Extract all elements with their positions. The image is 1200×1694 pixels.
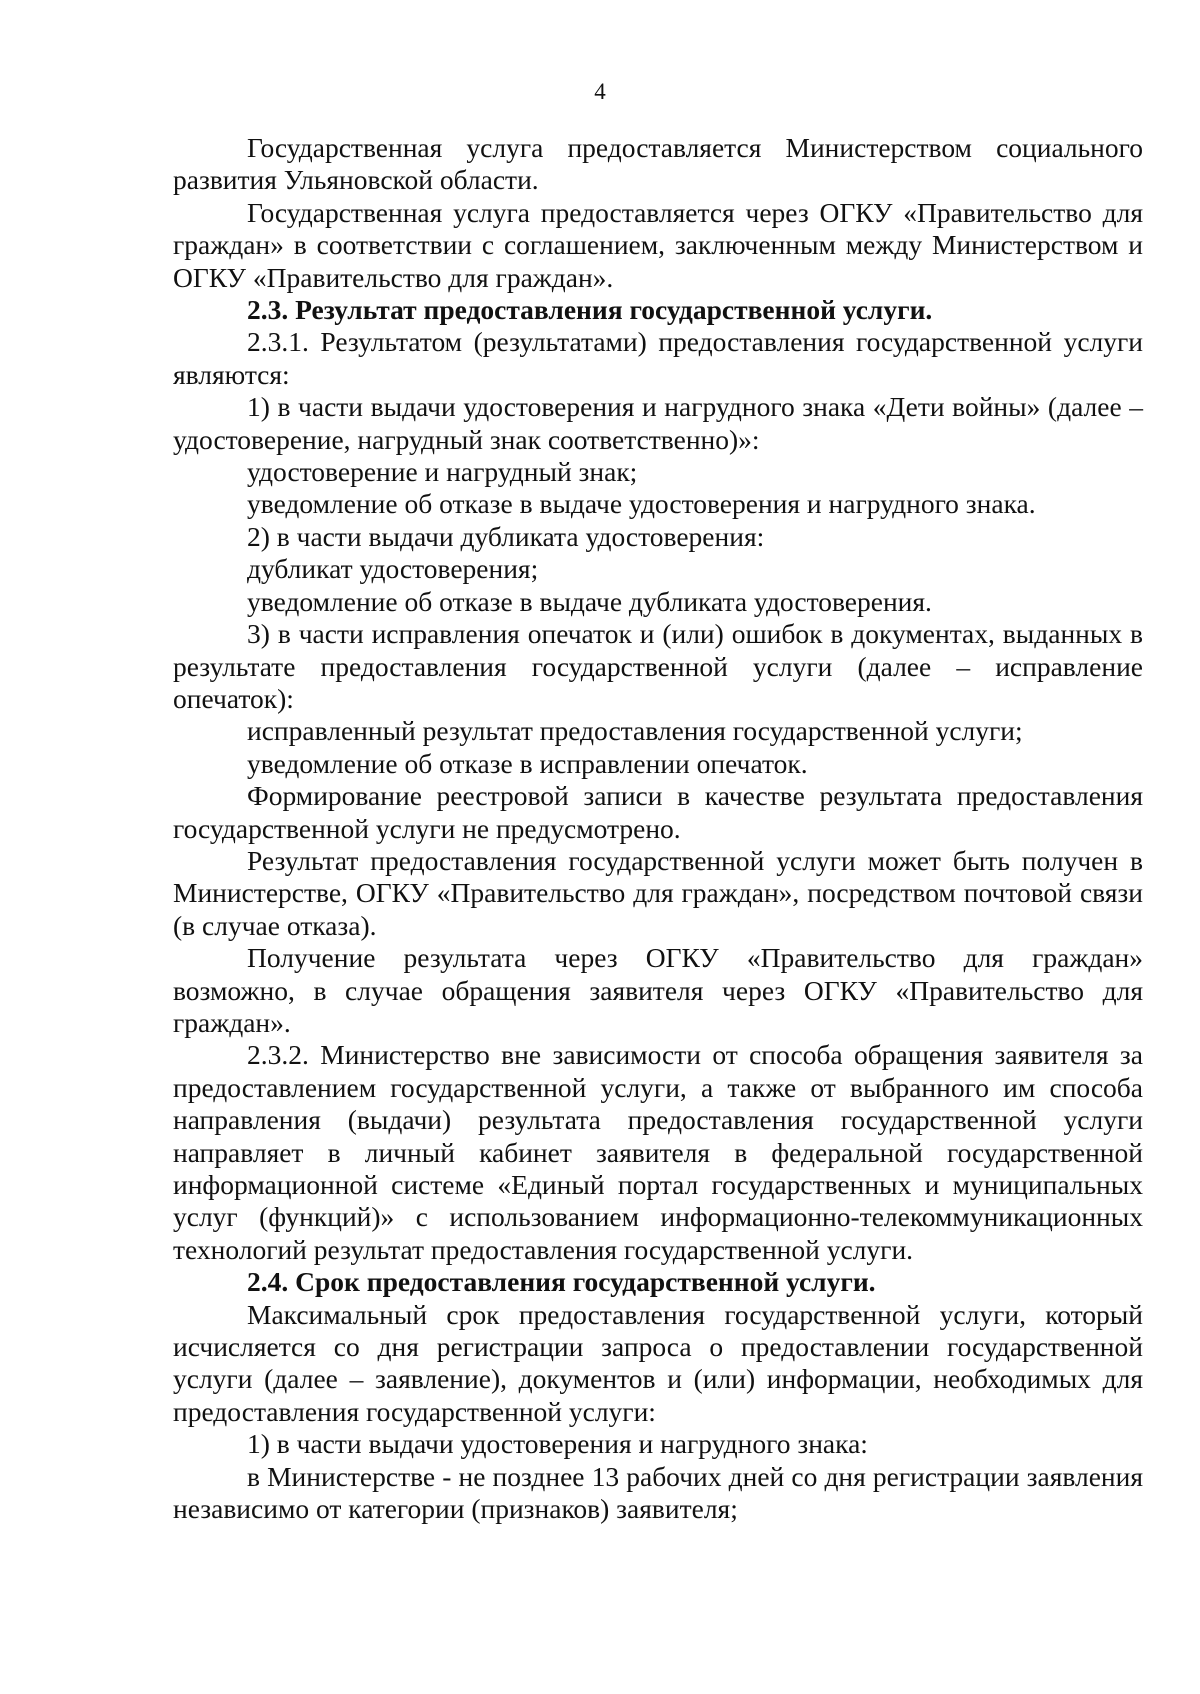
section-heading: 2.4. Срок предоставления государственной услуги. xyxy=(247,1266,876,1298)
paragraph: уведомление об отказе в выдаче удостоверения и нагрудного знака. xyxy=(247,488,1036,520)
paragraph: 3) в части исправления опечаток и (или) ошибок в документах, выданных в результате предоставления государственной услуги (далее – исправление опечаток): xyxy=(173,618,1143,714)
paragraph: 2) в части выдачи дубликата удостоверения: xyxy=(247,520,765,552)
paragraph: уведомление об отказе в выдаче дубликата удостоверения. xyxy=(247,585,932,617)
paragraph: 2.3.1. Результатом (результатами) предоставления государственной услуги являются: xyxy=(173,326,1143,390)
paragraph: Государственная услуга предоставляется Министерством социального развития Ульяновской области. xyxy=(173,132,1143,196)
section-heading: 2.3. Результат предоставления государственной услуги. xyxy=(247,294,933,326)
paragraph: удостоверение и нагрудный знак; xyxy=(247,456,638,488)
paragraph: 1) в части выдачи удостоверения и нагрудного знака: xyxy=(247,1428,868,1460)
paragraph: уведомление об отказе в исправлении опечаток. xyxy=(247,747,808,779)
document-body xyxy=(173,132,1143,1525)
paragraph: Государственная услуга предоставляется через ОГКУ «Правительство для граждан» в соответствии с соглашением, заключенным между Министерством и ОГКУ «Правительство для граждан». xyxy=(173,196,1143,293)
paragraph: в Министерстве - не позднее 13 рабочих дней со дня регистрации заявления независимо от категории (признаков) заявителя; xyxy=(173,1460,1143,1525)
paragraph: Максимальный срок предоставления государственной услуги, который исчисляется со дня регистрации запроса о предоставлении государственной услуги (далее – заявление), документов и (или) информации, необходимых для предоставления государственной услуги: xyxy=(173,1298,1143,1427)
page-number: 4 xyxy=(594,79,606,104)
paragraph: исправленный результат предоставления государственной услуги; xyxy=(247,715,1023,747)
paragraph: 1) в части выдачи удостоверения и нагрудного знака «Дети войны» (далее – удостоверение, нагрудный знак соответственно)»: xyxy=(173,391,1143,455)
paragraph: 2.3.2. Министерство вне зависимости от способа обращения заявителя за предоставлением государственной услуги, а также от выбранного им способа направления (выдачи) результата предоставления государственной услуги направляет в личный кабинет заявителя в федеральной государственной информационной системе «Единый портал государственных и муниципальных услуг (функций)» с использованием информационно-телекоммуникационных технологий результат предоставления государственной услуги. xyxy=(173,1039,1143,1265)
paragraph: Формирование реестровой записи в качестве результата предоставления государственной услуги не предусмотрено. xyxy=(173,780,1143,844)
paragraph: дубликат удостоверения; xyxy=(247,553,539,585)
paragraph: Получение результата через ОГКУ «Правительство для граждан» возможно, в случае обращения заявителя через ОГКУ «Правительство для граждан». xyxy=(173,942,1143,1038)
paragraph: Результат предоставления государственной услуги может быть получен в Министерстве, ОГКУ «Правительство для граждан», посредством почтовой связи (в случае отказа). xyxy=(173,844,1143,941)
